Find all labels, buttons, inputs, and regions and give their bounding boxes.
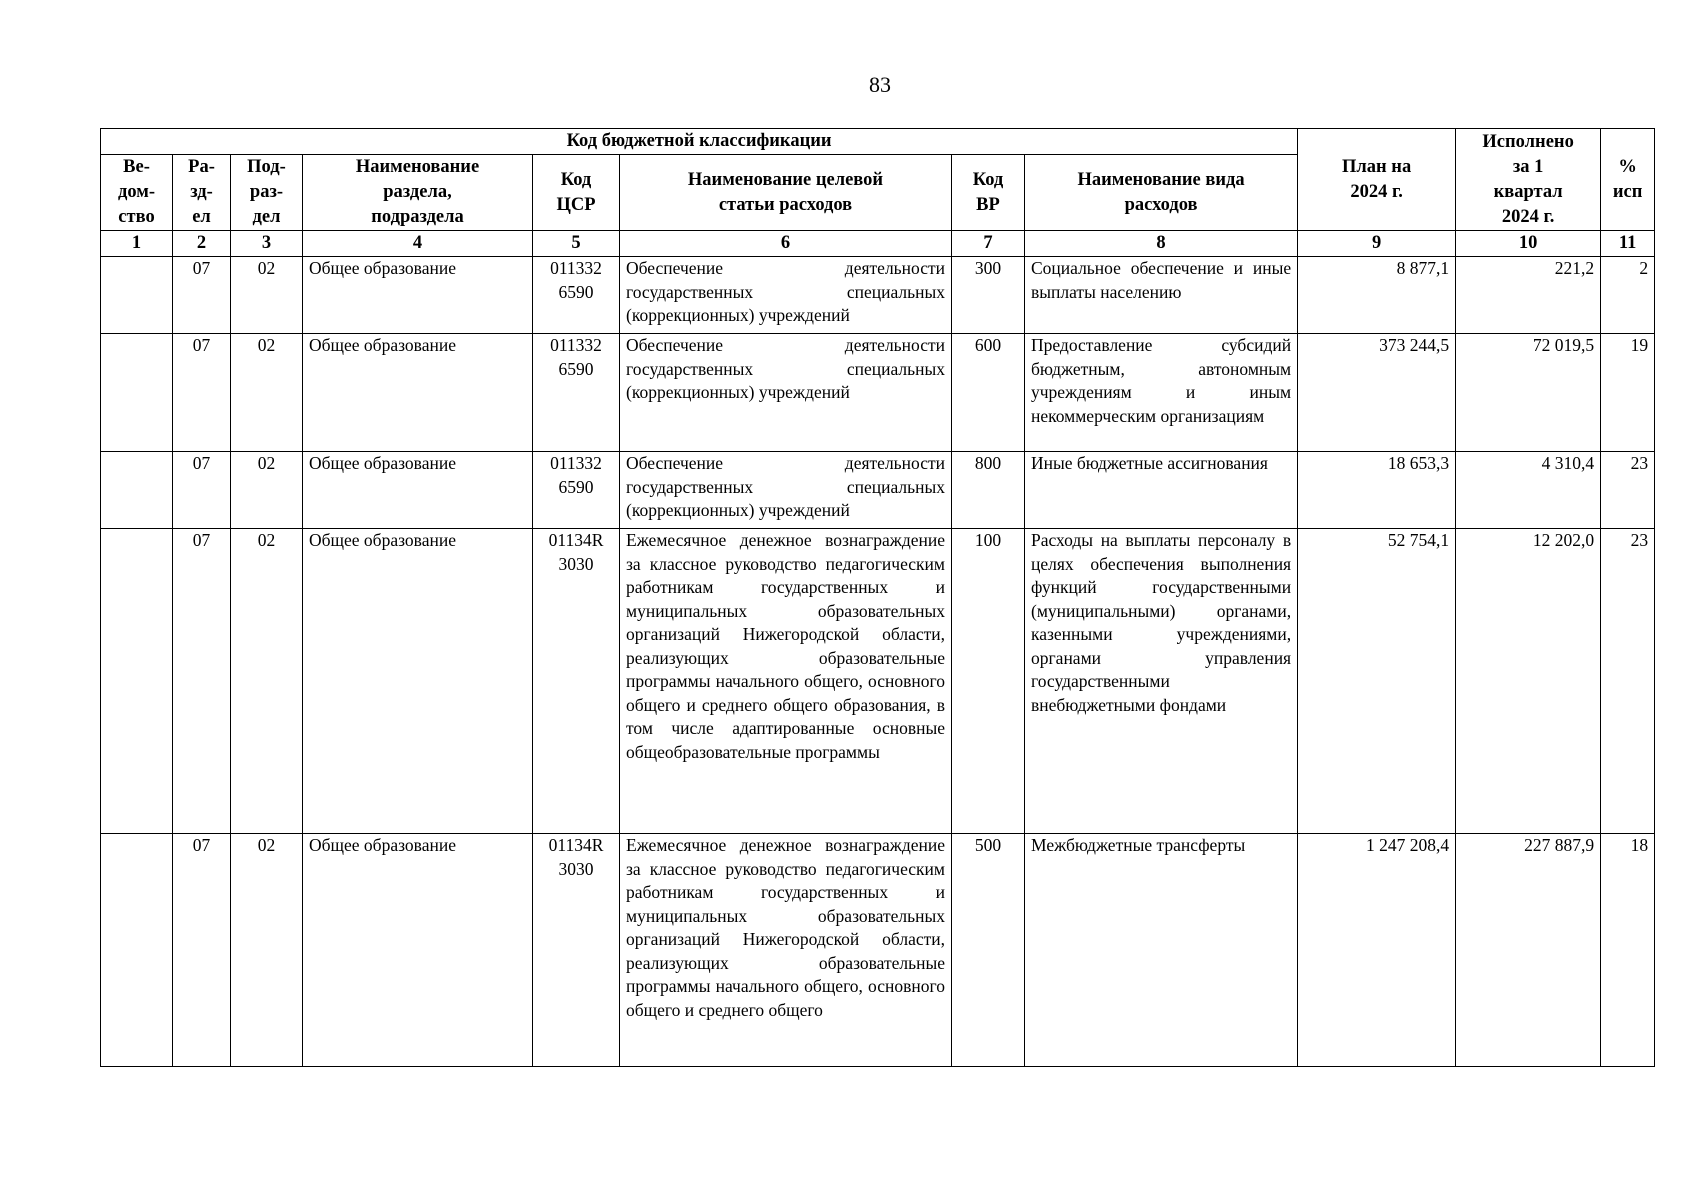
vr-name-cell: Иные бюджетные ассигнования xyxy=(1025,452,1298,529)
plan-column-header: План на 2024 г. xyxy=(1298,129,1456,231)
razdel-cell: 07 xyxy=(173,452,231,529)
target-name-cell: Обеспечение деятельности государственных специальных (коррекционных) учреждений xyxy=(620,257,952,334)
csr-cell: 011332 6590 xyxy=(533,452,620,529)
csr-column-header: Код ЦСР xyxy=(533,155,620,231)
podrazdel-column-header: Под- раз- дел xyxy=(231,155,303,231)
plan-cell: 373 244,5 xyxy=(1298,334,1456,452)
target-name-cell: Ежемесячное денежное вознаграждение за классное руководство педагогическим работникам государственных и муниципальных образовательных организаций Нижегородской области, реализующих образовательные программы начального общего, основного общего и среднего общего образования, в том числе адаптированные основные общеобразовательные программы xyxy=(620,529,952,834)
column-number: 4 xyxy=(303,231,533,257)
vr-name-cell: Межбюджетные трансферты xyxy=(1025,834,1298,1067)
section-name-cell: Общее образование xyxy=(303,834,533,1067)
vr-cell: 500 xyxy=(952,834,1025,1067)
executed-cell: 4 310,4 xyxy=(1456,452,1601,529)
podrazdel-cell: 02 xyxy=(231,257,303,334)
column-number: 5 xyxy=(533,231,620,257)
percent-cell: 2 xyxy=(1601,257,1655,334)
vedomstvo-cell xyxy=(101,257,173,334)
column-number: 6 xyxy=(620,231,952,257)
podrazdel-cell: 02 xyxy=(231,834,303,1067)
plan-cell: 1 247 208,4 xyxy=(1298,834,1456,1067)
target-name-cell: Ежемесячное денежное вознаграждение за классное руководство педагогическим работникам государственных и муниципальных образовательных организаций Нижегородской области, реализующих образовательные программы начального общего, основного общего и среднего общего xyxy=(620,834,952,1067)
percent-cell: 23 xyxy=(1601,452,1655,529)
table-row xyxy=(101,334,1655,452)
vr-cell: 800 xyxy=(952,452,1025,529)
percent-cell: 18 xyxy=(1601,834,1655,1067)
table-row xyxy=(101,834,1655,1067)
percent-cell: 19 xyxy=(1601,334,1655,452)
table-body xyxy=(101,257,1655,1067)
column-number: 11 xyxy=(1601,231,1655,257)
plan-cell: 8 877,1 xyxy=(1298,257,1456,334)
vedomstvo-cell xyxy=(101,452,173,529)
column-number: 7 xyxy=(952,231,1025,257)
budget-classification-group-header: Код бюджетной классификации xyxy=(101,129,1298,155)
section-name-cell: Общее образование xyxy=(303,452,533,529)
csr-cell: 011332 6590 xyxy=(533,334,620,452)
vr-cell: 100 xyxy=(952,529,1025,834)
vedomstvo-cell xyxy=(101,834,173,1067)
percent-cell: 23 xyxy=(1601,529,1655,834)
razdel-cell: 07 xyxy=(173,834,231,1067)
executed-cell: 227 887,9 xyxy=(1456,834,1601,1067)
razdel-cell: 07 xyxy=(173,334,231,452)
budget-execution-table xyxy=(100,128,1655,1067)
target-name-column-header: Наименование целевой статьи расходов xyxy=(620,155,952,231)
section-name-cell: Общее образование xyxy=(303,334,533,452)
page-number: 83 xyxy=(869,72,891,97)
column-number-row xyxy=(101,231,1655,257)
vr-name-column-header: Наименование вида расходов xyxy=(1025,155,1298,231)
podrazdel-cell: 02 xyxy=(231,334,303,452)
column-number: 8 xyxy=(1025,231,1298,257)
vr-cell: 600 xyxy=(952,334,1025,452)
column-number: 1 xyxy=(101,231,173,257)
section-name-cell: Общее образование xyxy=(303,257,533,334)
executed-cell: 221,2 xyxy=(1456,257,1601,334)
vr-name-cell: Расходы на выплаты персоналу в целях обеспечения выполнения функций государственными (муниципальными) органами, казенными учреждениями, органами управления государственными внебюджетными фондами xyxy=(1025,529,1298,834)
vedomstvo-cell xyxy=(101,529,173,834)
razdel-cell: 07 xyxy=(173,529,231,834)
csr-cell: 011332 6590 xyxy=(533,257,620,334)
percent-column-header: % исп xyxy=(1601,129,1655,231)
razdel-column-header: Ра- зд- ел xyxy=(173,155,231,231)
vr-column-header: Код ВР xyxy=(952,155,1025,231)
podrazdel-cell: 02 xyxy=(231,452,303,529)
target-name-cell: Обеспечение деятельности государственных специальных (коррекционных) учреждений xyxy=(620,334,952,452)
section-name-cell: Общее образование xyxy=(303,529,533,834)
executed-cell: 72 019,5 xyxy=(1456,334,1601,452)
table-row xyxy=(101,452,1655,529)
vr-name-cell: Предоставление субсидий бюджетным, автономным учреждениям и иным некоммерческим организациям xyxy=(1025,334,1298,452)
table-row xyxy=(101,529,1655,834)
target-name-cell: Обеспечение деятельности государственных специальных (коррекционных) учреждений xyxy=(620,452,952,529)
plan-cell: 18 653,3 xyxy=(1298,452,1456,529)
executed-cell: 12 202,0 xyxy=(1456,529,1601,834)
podrazdel-cell: 02 xyxy=(231,529,303,834)
vr-cell: 300 xyxy=(952,257,1025,334)
vr-name-cell: Социальное обеспечение и иные выплаты населению xyxy=(1025,257,1298,334)
column-number: 2 xyxy=(173,231,231,257)
csr-cell: 01134R 3030 xyxy=(533,529,620,834)
vedomstvo-cell xyxy=(101,334,173,452)
column-number: 3 xyxy=(231,231,303,257)
plan-cell: 52 754,1 xyxy=(1298,529,1456,834)
table-row xyxy=(101,257,1655,334)
section-name-column-header: Наименование раздела, подраздела xyxy=(303,155,533,231)
razdel-cell: 07 xyxy=(173,257,231,334)
column-number: 10 xyxy=(1456,231,1601,257)
vedomstvo-column-header: Ве- дом- ство xyxy=(101,155,173,231)
csr-cell: 01134R 3030 xyxy=(533,834,620,1067)
executed-column-header: Исполнено за 1 квартал 2024 г. xyxy=(1456,129,1601,231)
table-header xyxy=(101,129,1655,257)
column-number: 9 xyxy=(1298,231,1456,257)
